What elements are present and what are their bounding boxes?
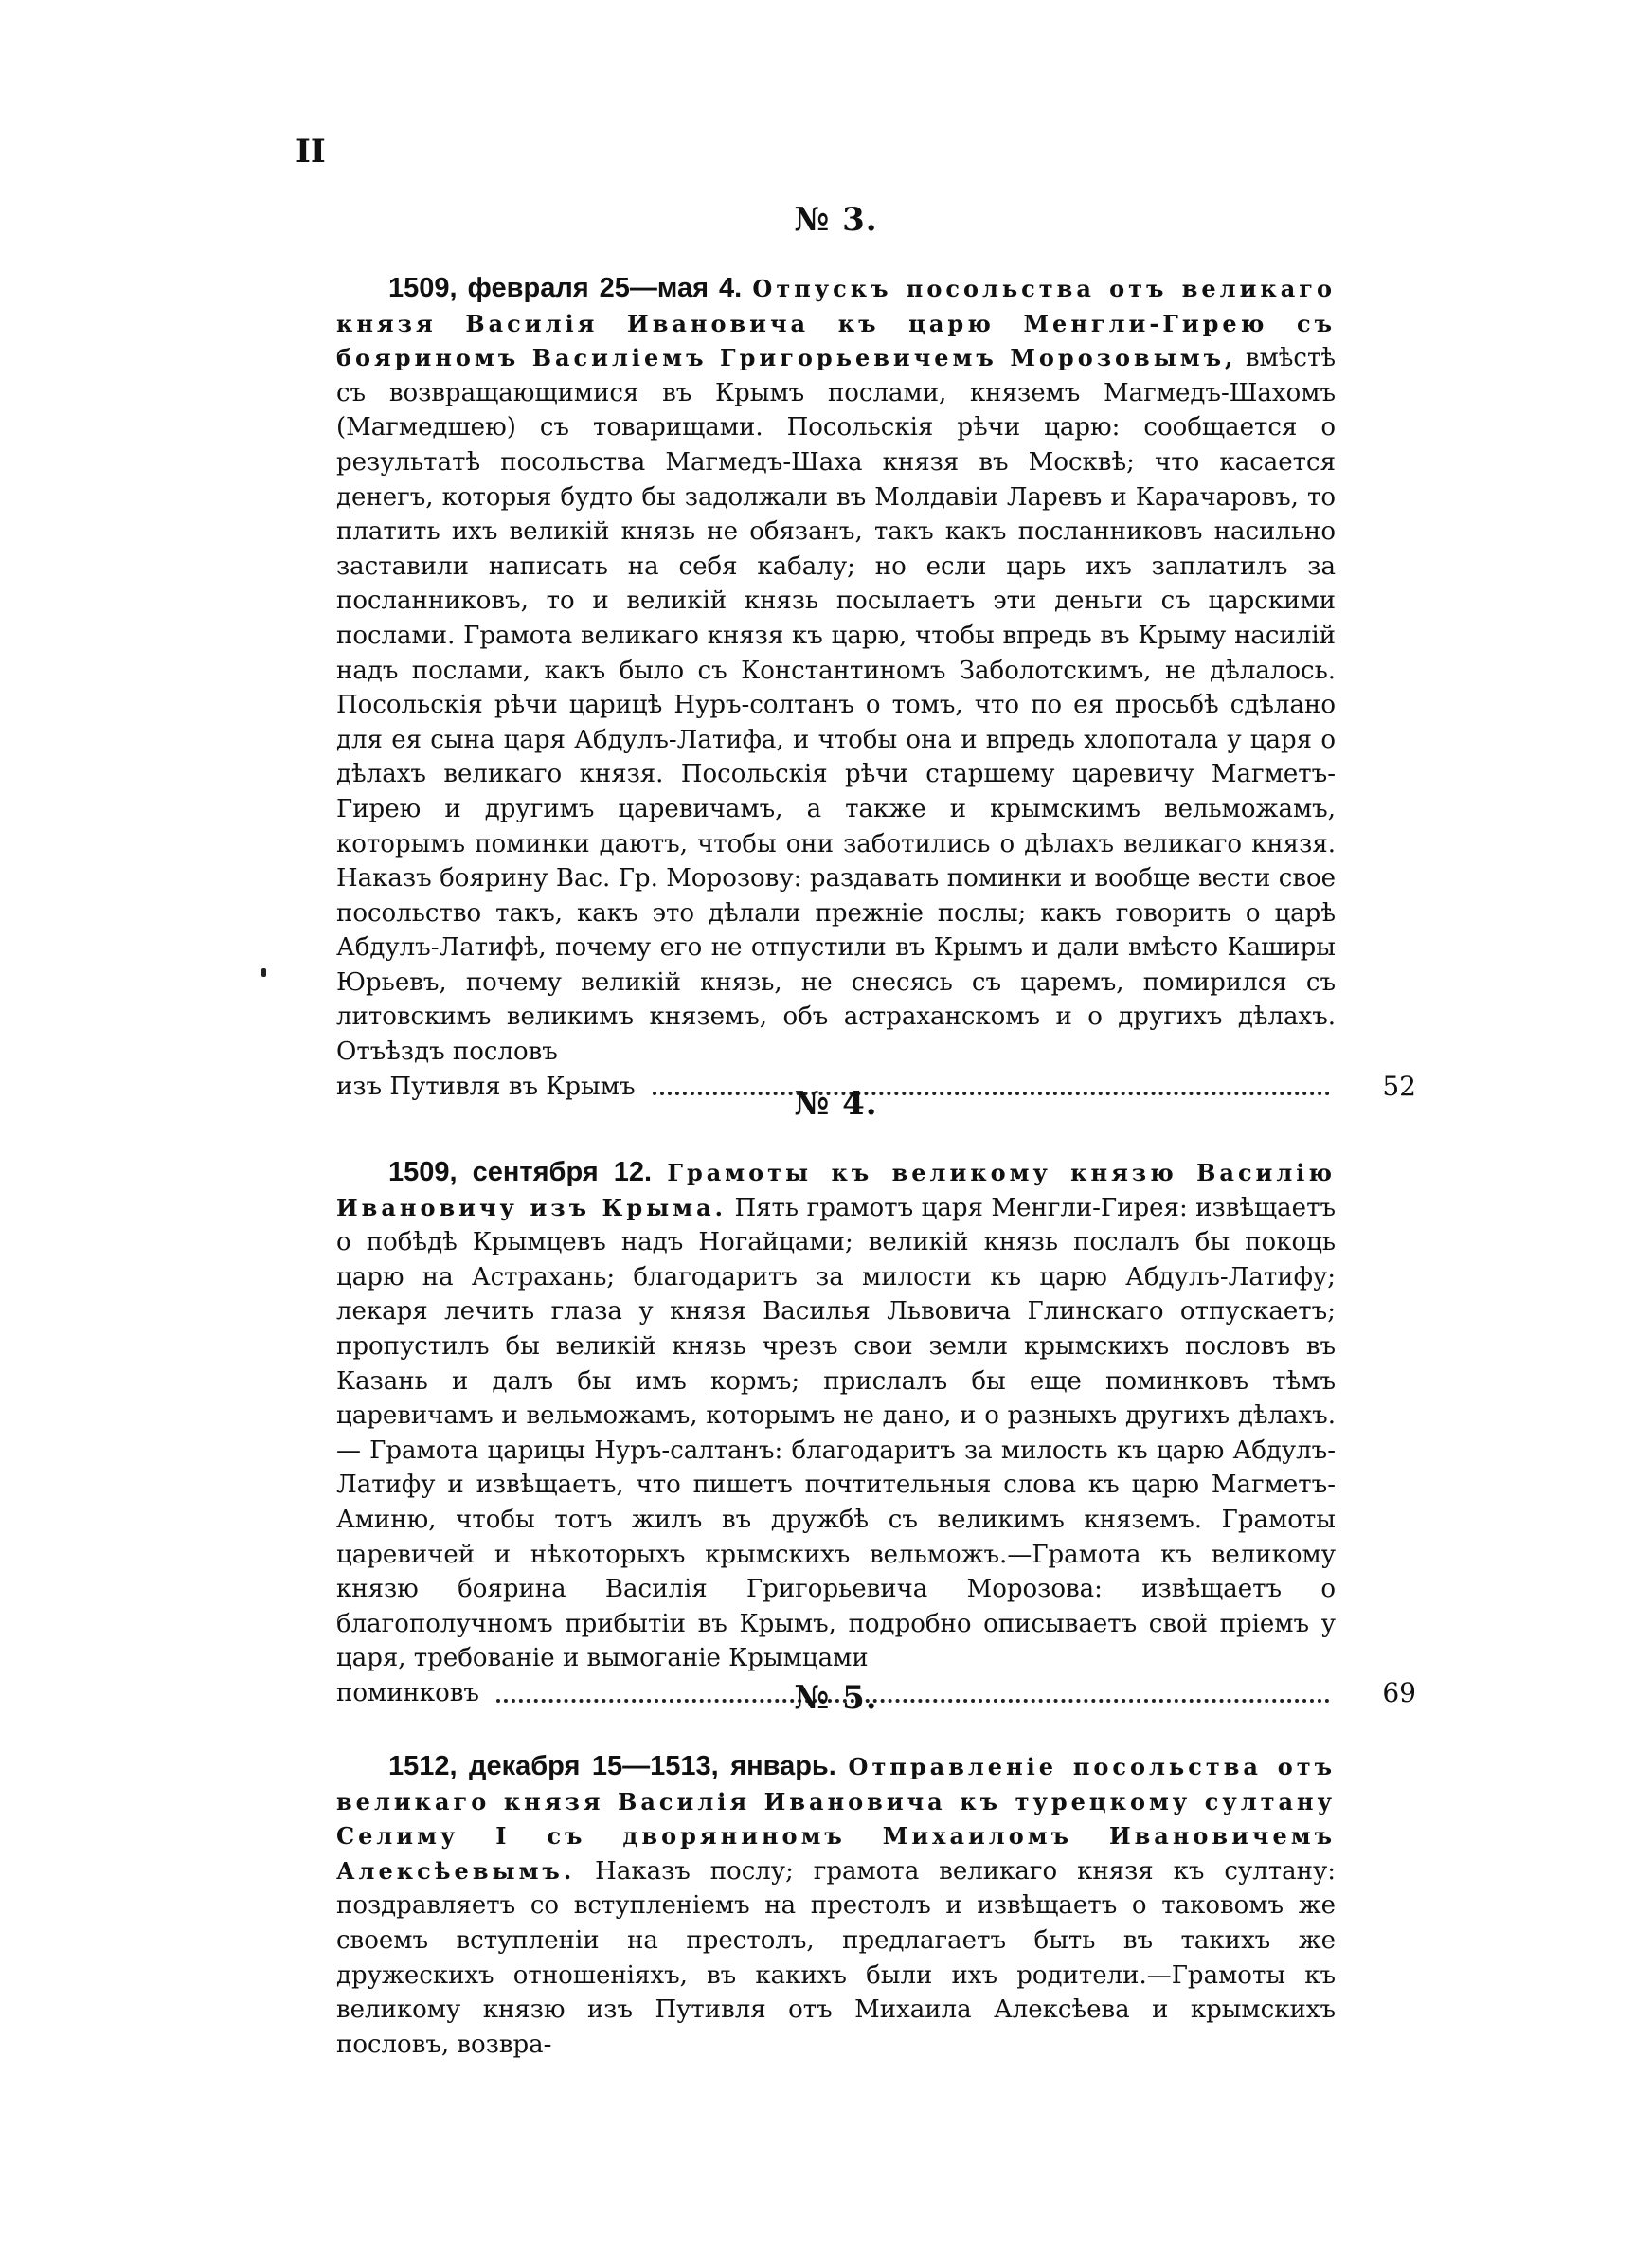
page-reference: 69 bbox=[1382, 1676, 1416, 1708]
entry-number: № 4. bbox=[794, 1085, 878, 1123]
page-number: II bbox=[296, 133, 326, 171]
entry-body: Наказъ послу; грамота великаго князя къ султану: поздравляетъ со вступленіемъ на престолъ и извѣщаетъ о таковомъ же своемъ вступленіи на престолъ, предлагаетъ быть въ такихъ же дружескихъ отношеніяхъ, въ какихъ были ихъ родители.—Грамоты къ великому князю изъ Путивля отъ Михаила Алексѣева и крымскихъ пословъ, возвра- bbox=[336, 1856, 1336, 2059]
entry-title: Отправленіе посольства отъ великаго князя Василія Ивановича къ турецкому султану Селиму I съ дворяниномъ Михаиломъ Ивановичемъ Алексѣевымъ. bbox=[336, 1753, 1337, 1885]
stray-mark bbox=[261, 968, 266, 977]
entry-number: № 5. bbox=[794, 1679, 878, 1717]
leader-text: изъ Путивля въ Крымъ bbox=[336, 1072, 636, 1101]
entry-3 bbox=[336, 201, 1416, 1104]
entry-number: № 3. bbox=[794, 201, 878, 239]
entry-title: Отпускъ посольства отъ великаго князя Василія Ивановича къ царю Менгли-Гирею съ бояриномъ Василіемъ Григорьевичемъ Морозовымъ, bbox=[336, 275, 1336, 372]
entry-text bbox=[336, 1155, 1336, 1676]
entry-title: Грамоты къ великому князю Василію Ивановичу изъ Крыма. bbox=[336, 1159, 1337, 1221]
entry-text bbox=[336, 271, 1336, 1070]
page-reference: 52 bbox=[1382, 1070, 1416, 1102]
entry-date: 1512, декабря 15—1513, январь. bbox=[388, 1751, 836, 1781]
entry-date: 1509, сентября 12. bbox=[388, 1157, 653, 1187]
entry-body: вмѣстѣ съ возвращающимися въ Крымъ послами, княземъ Магмедъ-Шахомъ (Магмедшею) съ товарищами. Посольскія рѣчи царю: сообщается о результатѣ посольства Магмедъ-Шаха князя въ Москвѣ; что касается денегъ, которыя будто бы задолжали въ Молдавіи Ларевъ и Карачаровъ, то платить ихъ великій князь не обязанъ, такъ какъ посланниковъ насильно заставили написать на себя кабалу; но если царь ихъ заплатилъ за посланниковъ, то и великій князь посылаетъ эти деньги съ царскими послами. Грамота великаго князя къ царю, чтобы впредь въ Крыму насилій надъ послами, какъ было съ Константиномъ Заболотскимъ, не дѣлалось. Посольскія рѣчи царицѣ Нуръ-солтанъ о томъ, что по ея просьбѣ сдѣлано для ея сына царя Абдулъ-Латифа, и чтобы она и впредь хлопотала у царя о дѣлахъ великаго князя. Посольскія рѣчи старшему царевичу Магметъ-Гирею и другимъ царевичамъ, а также и крымскимъ вельможамъ, которымъ поминки даютъ, чтобы они заботились о дѣлахъ великаго князя. Наказъ боярину Вас. Гр. Морозову: раздавать поминки и вообще вести свое посольство такъ, какъ это дѣлали прежніе послы; какъ говорить о царѣ Абдулъ-Латифѣ, почему его не отпустили въ Крымъ и дали вмѣсто Каширы Юрьевъ, почему великій князь, не снесясь съ царемъ, помирился съ литовскимъ великимъ княземъ, объ астраханскомъ и о другихъ дѣлахъ. Отъѣздъ пословъ bbox=[336, 344, 1337, 1067]
leader-text: поминковъ bbox=[336, 1678, 479, 1707]
entry-body: Пять грамотъ царя Менгли-Гирея: извѣщаетъ о побѣдѣ Крымцевъ надъ Ногайцами; великій князь послалъ бы покоць царю на Астрахань; благодаритъ за милости къ царю Абдулъ-Латифу; лекаря лечить глаза у князя Василья Львовича Глинскаго отпускаетъ; пропустилъ бы великій князь чрезъ свои земли крымскихъ пословъ въ Казань и далъ бы имъ кормъ; прислалъ бы еще поминковъ тѣмъ царевичамъ и вельможамъ, которымъ не дано, и о разныхъ другихъ дѣлахъ. — Грамота царицы Нуръ-салтанъ: благодаритъ за милость къ царю Абдулъ-Латифу и извѣщаетъ, что пишетъ почтительныя слова къ царю Магметъ-Аминю, чтобы тотъ жилъ въ дружбѣ съ великимъ княземъ. Грамоты царевичей и нѣкоторыхъ крымскихъ вельможъ.—Грамота къ великому князю боярина Василія Григорьевича Морозова: извѣщаетъ о благополучномъ прибытіи въ Крымъ, подробно описываетъ свой пріемъ у царя, требованіе и вымоганіе Крымцами bbox=[336, 1193, 1336, 1673]
entry-date: 1509, февраля 25—мая 4. bbox=[388, 273, 743, 303]
entry-text bbox=[336, 1749, 1336, 2062]
entry-5 bbox=[336, 1679, 1336, 2062]
